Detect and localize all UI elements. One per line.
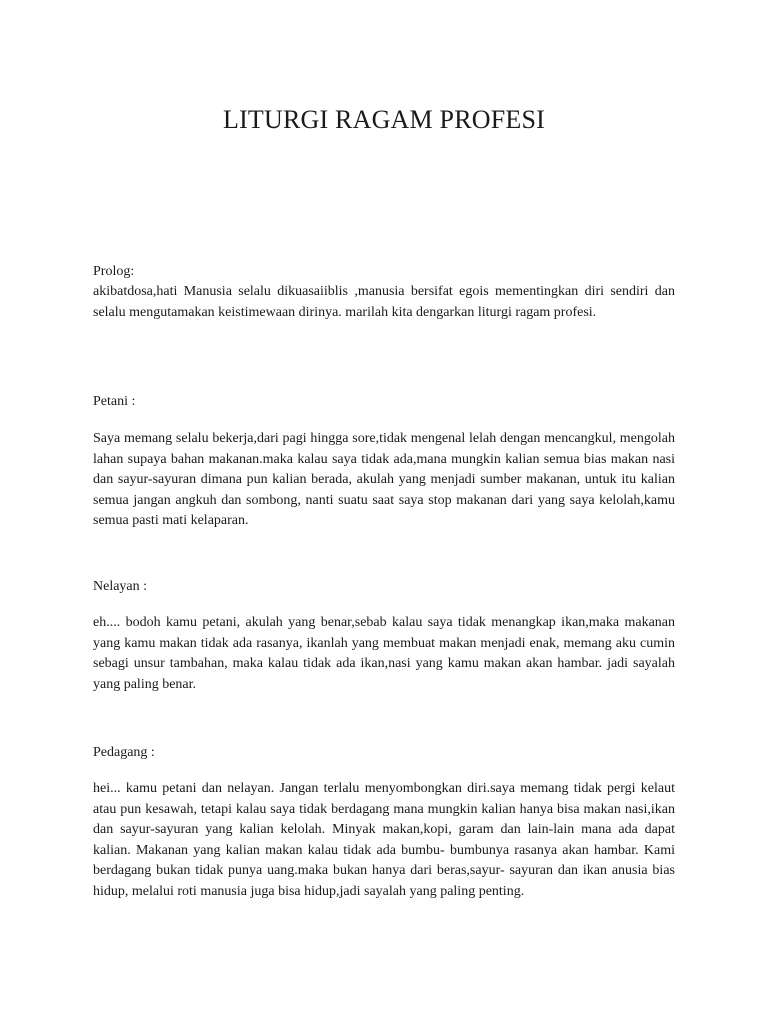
section-text-nelayan: eh.... bodoh kamu petani, akulah yang benar,sebab kalau saya tidak menangkap ikan,maka makanan yang kamu makan tidak ada rasanya, ikanlah yang membuat makan menjadi enak, memang aku cumin sebagi unsur tambahan, maka kalau tidak ada ikan,nasi yang kamu makan akan hambar. jadi sayalah yang paling benar. [93, 615, 675, 692]
section-label-petani: Petani : [93, 394, 136, 409]
section-label-pedagang: Pedagang : [93, 745, 155, 760]
section-text-petani: Saya memang selalu bekerja,dari pagi hingga sore,tidak mengenal lelah dengan mencangkul, mengolah lahan supaya bahan makanan.maka kalau saya tidak ada,mana mungkin kalian semua bias makan nasi dan sayur-sayuran dimana pun kalian berada, akulah yang menjadi sumber makanan, untuk itu kalian semua jangan angkuh dan sombong, nanti suatu saat saya stop makanan dari yang saya kelolah,kamu semua pasti mati kelaparan. [93, 431, 675, 529]
prolog-label: Prolog: [93, 264, 135, 279]
prolog-text: akibatdosa,hati Manusia selalu dikuasaiiblis ,manusia bersifat egois mementingkan diri sendiri dan selalu mengutamakan keistimewaan dirinya. marilah kita dengarkan liturgi ragam profesi. [93, 284, 675, 320]
section-text-pedagang: hei... kamu petani dan nelayan. Jangan terlalu menyombongkan diri.saya memang tidak pergi kelaut atau pun kesawah, tetapi kalau saya tidak berdagang mana mungkin kalian hanya bisa makan nasi,ikan dan sayur-sayuran yang kalian kelolah. Minyak makan,kopi, garam dan lain-lain mana ada dapat kalian. Makanan yang kalian makan kalau tidak ada bumbu- bumbunya rasanya akan hambar. Kami berdagang bukan tidak punya uang.maka bukan hanya dari beras,sayur- sayuran dan ikan anusia bias hidup, melalui roti manusia juga bisa hidup,jadi sayalah yang paling penting. [93, 781, 675, 899]
document-title: LITURGI RAGAM PROFESI [222, 105, 545, 134]
section-label-nelayan: Nelayan : [93, 579, 148, 594]
